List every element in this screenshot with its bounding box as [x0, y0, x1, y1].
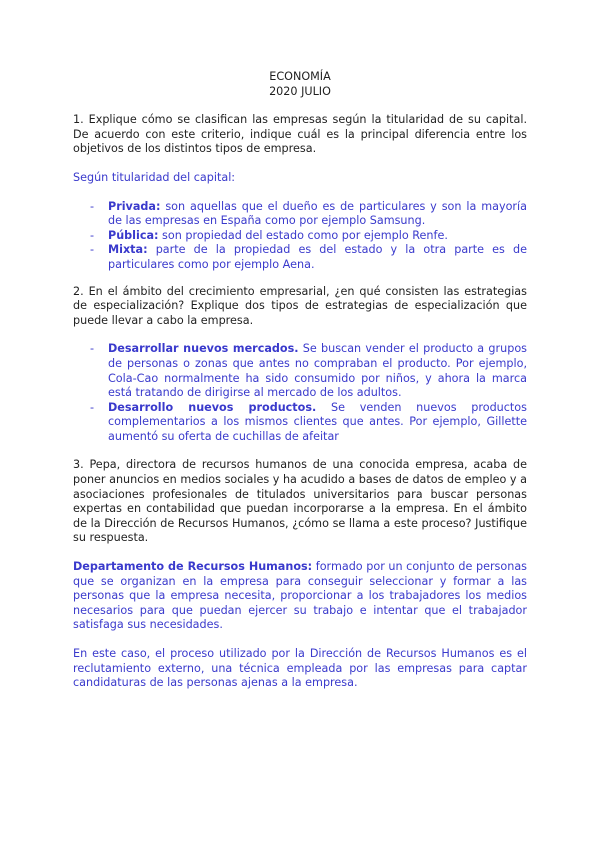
answer-3: Departamento de Recursos Humanos: formado por un conjunto de personas que se organizan en la empresa para conseguir seleccionar y formar a las personas que la empresa necesita, proporcionar a los trabajadores los medios necesarios para que puedan ejercer su trabajo e intentar que el trabajador satisfaga sus necesidades.	[73, 560, 527, 632]
list-item: - Mixta: parte de la propiedad es del estado y la otra parte es de particulares como por ejemplo Aena.	[90, 243, 527, 271]
list-item: - Pública: son propiedad del estado como por ejemplo Renfe.	[90, 228, 448, 242]
document-subject: ECONOMÍA	[269, 70, 331, 83]
question-1: 1. Explique cómo se clasifican las empresas según la titularidad de su capital. De acuerdo con este criterio, indique cuál es la principal diferencia entre los objetivos de los distintos tipos de empresa.	[73, 113, 527, 156]
answer-1-list	[73, 200, 527, 273]
question-3: 3. Pepa, directora de recursos humanos de una conocida empresa, acaba de poner anuncios en medios sociales y ha acudido a bases de datos de empleo y a asociaciones profesionales de titulados universitarios para buscar personas expertas en contabilidad que puedan incorporarse a la empresa. En el ámbito de la Dirección de Recursos Humanos, ¿cómo se llama a este proceso? Justifique su respuesta.	[73, 458, 527, 545]
question-2: 2. En el ámbito del crecimiento empresarial, ¿en qué consisten las estrategias de especialización? Explique dos tipos de estrategias de especialización que puede llevar a cabo la empresa.	[73, 284, 527, 327]
document-session: 2020 JULIO	[269, 84, 331, 98]
answer-2-list	[73, 342, 527, 444]
answer-3-conclusion: En este caso, el proceso utilizado por la Dirección de Recursos Humanos es el reclutamiento externo, una técnica empleada por las empresas para captar candidaturas de las personas ajenas a la empresa.	[73, 647, 527, 690]
list-item: - Desarrollo nuevos productos. Se venden nuevos productos complementarios a los mismos clientes que antes. Por ejemplo, Gillette aumentó su oferta de cuchillas de afeitar	[90, 400, 527, 443]
list-item: - Desarrollar nuevos mercados. Se buscan vender el producto a grupos de personas o zonas que antes no compraban el producto. Por ejemplo, Cola-Cao normalmente ha sido consumido por niños, y ahora la marca está tratando de dirigirse al mercado de los adultos.	[90, 342, 528, 400]
answer-1-intro: Según titularidad del capital:	[73, 170, 236, 184]
list-item: - Privada: son aquellas que el dueño es de particulares y son la mayoría de las empresas en España como por ejemplo Samsung.	[90, 199, 527, 228]
document-content	[73, 70, 527, 691]
